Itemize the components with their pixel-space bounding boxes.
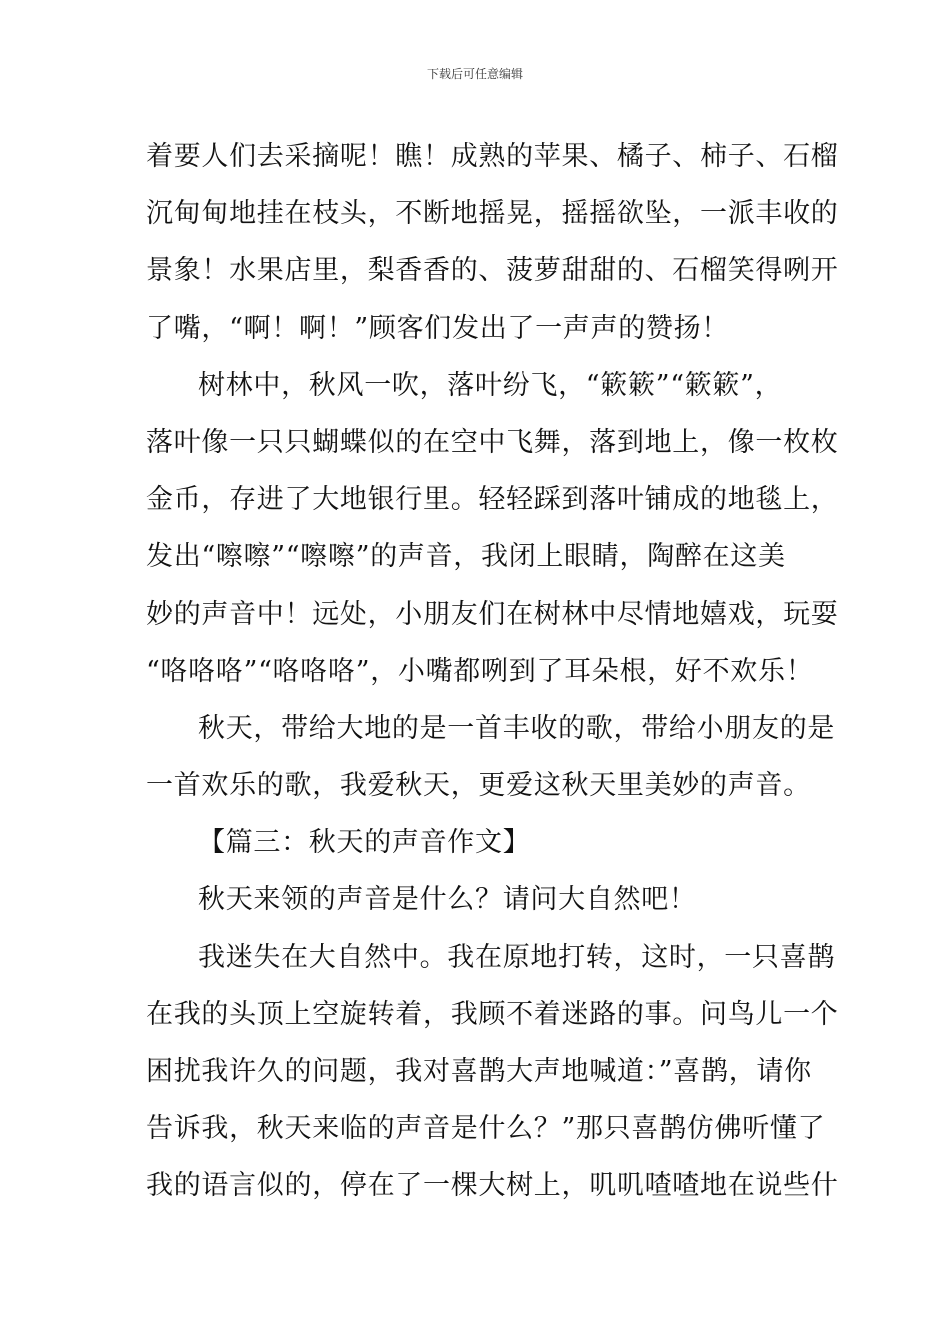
text-line: 困扰我许久的问题，我对喜鹊大声地喊道：”喜鹊，请你: [146, 1056, 812, 1087]
text-line: 了嘴，“啊！啊！”顾客们发出了一声声的赞扬！: [146, 312, 730, 344]
text-line: 沉甸甸地挂在枝头，不断地摇晃，摇摇欲坠，一派丰收的: [146, 198, 839, 230]
text-line: 一首欢乐的歌，我爱秋天，更爱这秋天里美妙的声音。: [146, 770, 811, 802]
text-line: 金币，存进了大地银行里。轻轻踩到落叶铺成的地毯上，: [146, 484, 839, 516]
text-line: 在我的头顶上空旋转着，我顾不着迷路的事。问鸟儿一个: [146, 998, 839, 1030]
text-line: 景象！水果店里，梨香香的、菠萝甜甜的、石榴笑得咧开: [146, 255, 839, 287]
text-line: 秋天来领的声音是什么？请问大自然吧！: [198, 884, 697, 916]
text-line: 【篇三：秋天的声音作文】: [198, 827, 531, 859]
text-line: 落叶像一只只蝴蝶似的在空中飞舞，落到地上，像一枚枚: [146, 426, 839, 458]
text-line: “咯咯咯”“咯咯咯”，小嘴都咧到了耳朵根，好不欢乐！: [146, 655, 814, 687]
text-line: 着要人们去采摘呢！瞧！成熟的苹果、橘子、柿子、石榴: [146, 141, 839, 172]
text-line: 我迷失在大自然中。我在原地打转，这时，一只喜鹊: [198, 941, 836, 973]
text-line: 妙的声音中！远处，小朋友们在树林中尽情地嬉戏，玩耍: [146, 598, 839, 630]
text-line: 发出“嚓嚓”“嚓嚓”的声音，我闭上眼睛，陶醉在这美: [146, 541, 786, 573]
page-header: 下载后可任意编辑: [426, 67, 523, 81]
text-line: 告诉我，秋天来临的声音是什么？”那只喜鹊仿佛听懂了: [146, 1113, 826, 1145]
text-line: 我的语言似的，停在了一棵大树上，叽叽喳喳地在说些什: [146, 1170, 839, 1202]
text-line: 树林中，秋风一吹，落叶纷飞，“簌簌”“簌簌”，: [198, 369, 783, 401]
text-line: 秋天，带给大地的是一首丰收的歌，带给小朋友的是: [198, 712, 836, 744]
document-body: [146, 128, 839, 1215]
